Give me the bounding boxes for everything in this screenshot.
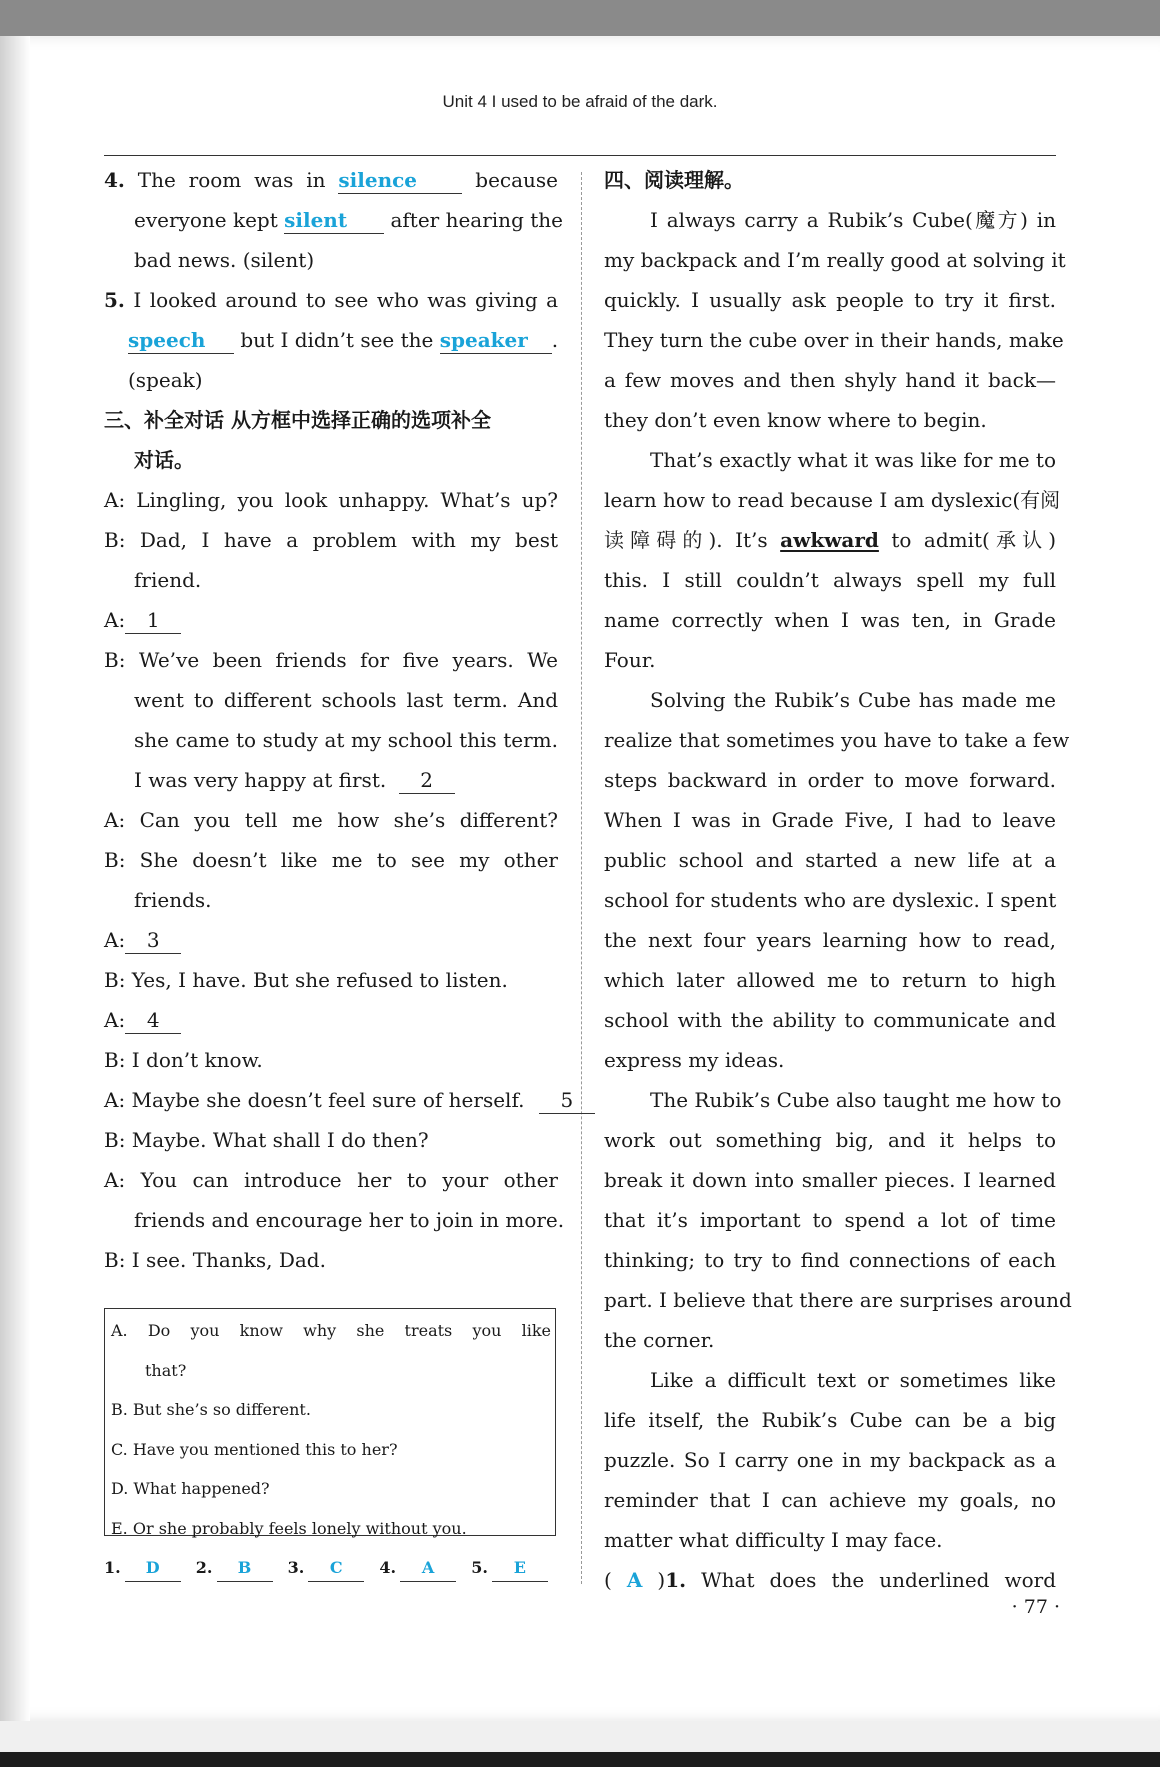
dialogue-line: A: Can you tell me how she’s different? [104,808,558,832]
option-e: E. Or she probably feels lonely without you. [111,1518,467,1538]
passage-line: When I was in Grade Five, I had to leave [604,808,1056,832]
passage-line: public school and started a new life at a [604,848,1056,872]
answer-blank: silent [284,207,384,234]
dialogue-line: she came to study at my school this term. [134,728,558,752]
passage-line: Solving the Rubik’s Cube has made me [650,688,1056,712]
dialogue-line: friend. [134,568,202,592]
underlined-word: awkward [780,528,879,552]
passage-line: That’s exactly what it was like for me to [650,448,1056,472]
q4-line-2: everyone kept silent after hearing the [134,208,563,232]
answer-item: 1. D [104,1548,181,1588]
passage-line: puzzle. So I carry one in my backpack as a [604,1448,1056,1472]
answer-blank: speaker [440,327,552,354]
header-rule [104,155,1056,156]
question-1-line: ( A )1. What does the underlined word [604,1568,1057,1592]
dialogue-line: A: Maybe she doesn’t feel sure of herself. 5 [104,1080,558,1120]
running-header: Unit 4 I used to be afraid of the dark. [442,92,718,111]
answer-item: 3. C [288,1548,365,1588]
option-c: C. Have you mentioned this to her? [111,1439,398,1459]
dialogue-line: B: Yes, I have. But she refused to listen. [104,968,508,992]
q5-line-2: speech but I didn’t see the speaker . [128,328,559,352]
page-number: · 77 · [1011,1596,1060,1618]
option-a: A. Do you know why she treats you like [111,1321,551,1340]
options-box [104,1308,556,1536]
passage-line: life itself, the Rubik’s Cube can be a big [604,1408,1056,1432]
passage-line: the next four years learning how to read, [604,928,1056,952]
dialogue-line: went to different schools last term. And [134,688,558,712]
passage-line: part. I believe that there are surprises around [604,1288,1072,1312]
passage-line: learn how to read because I am dyslexic(有阅 [604,488,1061,512]
dialogue-line: A: 3 [104,920,558,960]
dialogue-line: B: I don’t know. [104,1048,263,1072]
dialogue-line: B: Dad, I have a problem with my best [104,528,558,552]
section-4-heading: 四、阅读理解。 [604,168,744,192]
passage-line: They turn the cube over in their hands, make [604,328,1064,352]
dialogue-line: A: 1 [104,600,558,640]
answer-item: 4. A [379,1548,456,1588]
dialogue-line: B: She doesn’t like me to see my other [104,848,558,872]
option-b: B. But she’s so different. [111,1400,311,1419]
dialogue-line: A: 4 [104,1000,558,1040]
dialogue-blank: 4 [125,1007,181,1034]
q5-line-3: (speak) [128,368,203,392]
section-3-heading-cont: 对话。 [134,448,194,472]
passage-line: express my ideas. [604,1048,785,1072]
passage-line: The Rubik’s Cube also taught me how to [650,1088,1062,1112]
bottom-edge [0,1752,1160,1767]
dialogue-line: I was very happy at first. 2 [104,760,558,800]
passage-line: Like a difficult text or sometimes like [650,1368,1056,1392]
passage-line: steps backward in order to move forward. [604,768,1056,792]
page-fold-shadow [0,36,30,1721]
dialogue-line: B: We’ve been friends for five years. We [104,648,558,672]
passage-line: the corner. [604,1328,715,1352]
dialogue-line: A: Lingling, you look unhappy. What’s up? [104,488,558,512]
dialogue-line: B: Maybe. What shall I do then? [104,1128,429,1152]
answer-item: 2. B [196,1548,273,1588]
section-3-heading: 三、补全对话 从方框中选择正确的选项补全 [104,408,491,432]
passage-line: Four. [604,648,656,672]
passage-line: school for students who are dyslexic. I spent [604,888,1057,912]
passage-line: matter what difficulty I may face. [604,1528,943,1552]
passage-line: school with the ability to communicate and [604,1008,1056,1032]
passage-line: they don’t even know where to begin. [604,408,987,432]
passage-line: I always carry a Rubik’s Cube(魔方) in [650,208,1056,232]
left-column [104,160,574,1280]
passage-line: that it’s important to spend a lot of time [604,1208,1056,1232]
q5-line-1: 5. I looked around to see who was giving a [104,288,559,312]
passage-line: 读障碍的). It’s awkward to admit(承认) [604,528,1057,552]
answer-blank: speech [128,327,234,354]
passage-line: a few moves and then shyly hand it back— [604,368,1056,392]
dialogue-blank: 5 [539,1087,595,1114]
passage-line: quickly. I usually ask people to try it first. [604,288,1056,312]
dialogue-blank: 2 [399,767,455,794]
question-1-answer: A [626,1568,643,1592]
passage-line: work out something big, and it helps to [604,1128,1056,1152]
option-d: D. What happened? [111,1479,270,1498]
answer-item: 5. E [471,1548,548,1588]
dialogue-blank: 3 [125,927,181,954]
q4-line-3: bad news. (silent) [134,248,315,272]
passage-line: break it down into smaller pieces. I learned [604,1168,1056,1192]
passage-line: this. I still couldn’t always spell my full [604,568,1056,592]
passage-line: my backpack and I’m really good at solving it [604,248,1066,272]
q4-line-1: 4. The room was in silence because [104,168,559,192]
right-column [604,160,1072,1600]
passage-line: which later allowed me to return to high [604,968,1056,992]
option-a-cont: that? [145,1360,187,1380]
answer-row [104,1548,558,1588]
dialogue-line: friends and encourage her to join in more. [134,1208,565,1232]
dialogue-line: B: I see. Thanks, Dad. [104,1248,326,1272]
dialogue-blank: 1 [125,607,181,634]
dialogue-line: A: You can introduce her to your other [104,1168,558,1192]
passage-line: thinking; to try to find connections of each [604,1248,1056,1272]
passage-line: realize that sometimes you have to take a few [604,728,1070,752]
passage-line: name correctly when I was ten, in Grade [604,608,1056,632]
answer-blank: silence [338,167,462,194]
column-divider [581,172,582,1584]
dialogue-line: friends. [134,888,212,912]
passage-line: reminder that I can achieve my goals, no [604,1488,1056,1512]
